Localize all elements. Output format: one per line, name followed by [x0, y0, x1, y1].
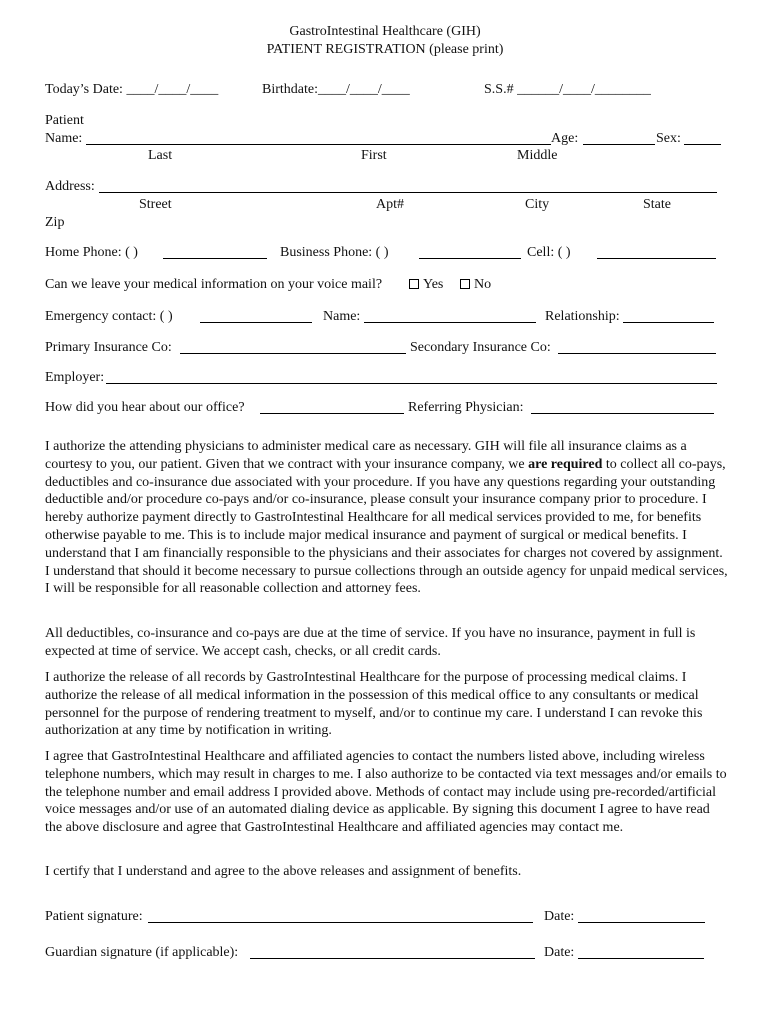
street-sublabel: Street [139, 197, 172, 212]
address-input[interactable] [99, 192, 717, 193]
guardian-signature-input[interactable] [250, 958, 535, 959]
required-emphasis: are required [528, 456, 603, 472]
voicemail-yes-option[interactable] [409, 277, 443, 293]
last-sublabel: Last [148, 148, 173, 163]
voicemail-no-option[interactable] [460, 277, 491, 293]
guardian-signature-label: Guardian signature (if applicable): [45, 945, 239, 960]
patient-signature-label: Patient signature: [45, 909, 143, 924]
zip-sublabel: Zip [45, 215, 65, 230]
primary-insurance-input[interactable] [180, 353, 406, 354]
voicemail-question: Can we leave your medical information on your voice mail? [45, 277, 383, 292]
patient-name-input[interactable] [86, 144, 551, 145]
employer-label: Employer: [45, 370, 105, 385]
secondary-insurance-label: Secondary Insurance Co: [410, 340, 551, 355]
hear-about-label: How did you hear about our office? [45, 400, 245, 415]
emergency-contact-label: Emergency contact: ( ) [45, 309, 173, 324]
secondary-insurance-input[interactable] [558, 353, 716, 354]
patient-date-label: Date: [544, 909, 575, 924]
emergency-name-label: Name: [323, 309, 361, 324]
address-label: Address: [45, 179, 95, 194]
contact-consent-paragraph: I agree that GastroIntestinal Healthcare and affiliated agencies to contact the numbers listed above, including wireless telephone numbers, which may result in charges to me. I also authorize to be contacted via text messages and/or emails to the telephone number and email address I provided above. Methods of contact may include using pre-recorded/artificial voice messages and/or use of an automated dialing device as applicable. By signing this document I agree to have read the above disclosure and agree that GastroIntestinal Healthcare and affiliated agencies may contact me. [45, 749, 727, 836]
checkbox-yes[interactable] [409, 279, 419, 289]
relationship-input[interactable] [623, 322, 714, 323]
patient-signature-input[interactable] [148, 922, 533, 923]
sex-input[interactable] [684, 144, 721, 145]
guardian-date-input[interactable] [578, 958, 704, 959]
page-title: PATIENT REGISTRATION (please print) [266, 42, 504, 57]
cell-phone-input[interactable] [597, 258, 716, 259]
business-phone-input[interactable] [419, 258, 521, 259]
guardian-date-label: Date: [544, 945, 575, 960]
apt-sublabel: Apt# [376, 197, 404, 212]
home-phone-input[interactable] [163, 258, 267, 259]
checkbox-no[interactable] [460, 279, 470, 289]
emergency-name-input[interactable] [364, 322, 536, 323]
middle-sublabel: Middle [517, 148, 558, 163]
first-sublabel: First [361, 148, 387, 163]
age-input[interactable] [583, 144, 655, 145]
name-label: Name: [45, 131, 83, 146]
release-paragraph: I authorize the release of all records by GastroIntestinal Healthcare for the purpose of processing medical claims. I authorize the release of all medical information in the possession of this medical office to any consultants or medical personnel for the purpose of rendering treatment to myself, and/or to continue my care. I understand I can revoke this authorization at any time by notification in writing. [45, 670, 703, 739]
cell-phone-label: Cell: ( ) [527, 245, 571, 260]
ssn-field[interactable]: S.S.# ______/____/________ [484, 82, 651, 97]
emergency-phone-input[interactable] [200, 322, 312, 323]
city-sublabel: City [525, 197, 550, 212]
age-label: Age: [551, 131, 579, 146]
relationship-label: Relationship: [545, 309, 620, 324]
patient-label: Patient [45, 113, 84, 128]
todays-date-field[interactable]: Today’s Date: ____/____/____ [45, 82, 219, 97]
no-label: No [474, 277, 492, 292]
referring-physician-input[interactable] [531, 413, 714, 414]
home-phone-label: Home Phone: ( ) [45, 245, 138, 260]
birthdate-field[interactable]: Birthdate:____/____/____ [262, 82, 410, 97]
state-sublabel: State [643, 197, 671, 212]
business-phone-label: Business Phone: ( ) [280, 245, 389, 260]
employer-input[interactable] [106, 383, 717, 384]
patient-date-input[interactable] [578, 922, 705, 923]
certify-paragraph: I certify that I understand and agree to the above releases and assignment of benefits. [45, 864, 522, 879]
referring-physician-label: Referring Physician: [408, 400, 524, 415]
sex-label: Sex: [656, 131, 681, 146]
yes-label: Yes [423, 277, 444, 292]
org-title: GastroIntestinal Healthcare (GIH) [289, 24, 481, 39]
hear-about-input[interactable] [260, 413, 404, 414]
payment-paragraph: All deductibles, co-insurance and co-pays are due at the time of service. If you have no insurance, payment in full is expected at time of service. We accept cash, checks, or all credit cards. [45, 626, 696, 659]
authorization-paragraph: I authorize the attending physicians to administer medical care as necessary. GIH will file all insurance claims as a courtesy to you, our patient. Given that we contract with your insurance company, we are required to collect all co-pays, deductibles and co-insurance due associated with your procedure. If you have any questions regarding your outstanding deductible and/or procedure co-pays and/or co-insurance, please consult your insurance company prior to procedure. I hereby authorize payment directly to GastroIntestinal Healthcare for all medical services provided to me, for benefits otherwise payable to me. This is to include major medical insurance and payment of surgical or medical benefits. I understand that I am financially responsible to the physicians and their associates for charges not covered by assignment. I understand that should it become necessary to pursue collections through an outside agency for unpaid medical services, I will be responsible for all reasonable collection and attorney fees. [45, 439, 728, 597]
primary-insurance-label: Primary Insurance Co: [45, 340, 172, 355]
